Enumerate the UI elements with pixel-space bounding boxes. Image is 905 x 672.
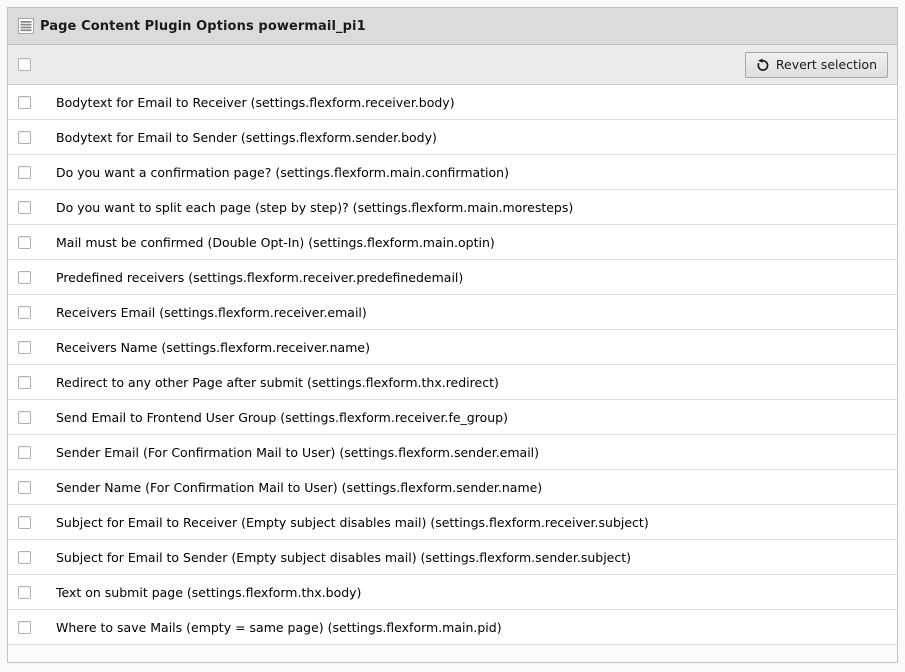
option-checkbox[interactable] [18, 446, 31, 459]
revert-selection-button[interactable] [745, 52, 888, 78]
panel-footer [8, 645, 897, 662]
undo-arrow-icon [756, 58, 770, 72]
panel-title: Page Content Plugin Options powermail_pi1 [40, 18, 366, 34]
option-row [8, 155, 897, 190]
option-checkbox[interactable] [18, 621, 31, 634]
option-label: Predefined receivers (settings.flexform.receiver.predefinedemail) [56, 269, 464, 285]
option-checkbox[interactable] [18, 586, 31, 599]
panel-header [8, 8, 897, 45]
option-label: Bodytext for Email to Sender (settings.flexform.sender.body) [56, 129, 437, 145]
option-label: Redirect to any other Page after submit (settings.flexform.thx.redirect) [56, 374, 499, 390]
option-checkbox[interactable] [18, 481, 31, 494]
plugin-options-panel [7, 7, 898, 663]
option-checkbox[interactable] [18, 376, 31, 389]
option-row [8, 85, 897, 120]
option-checkbox[interactable] [18, 411, 31, 424]
option-row [8, 400, 897, 435]
option-label: Send Email to Frontend User Group (settings.flexform.receiver.fe_group) [56, 409, 508, 425]
option-row [8, 365, 897, 400]
option-label: Subject for Email to Receiver (Empty subject disables mail) (settings.flexform.receiver.subject) [56, 514, 649, 530]
option-label: Text on submit page (settings.flexform.thx.body) [56, 584, 362, 600]
option-checkbox[interactable] [18, 516, 31, 529]
option-label: Receivers Email (settings.flexform.receiver.email) [56, 304, 367, 320]
option-label: Sender Name (For Confirmation Mail to User) (settings.flexform.sender.name) [56, 479, 543, 495]
option-checkbox[interactable] [18, 96, 31, 109]
option-checkbox[interactable] [18, 551, 31, 564]
option-row [8, 470, 897, 505]
options-list [8, 85, 897, 645]
option-row [8, 190, 897, 225]
option-label: Subject for Email to Sender (Empty subject disables mail) (settings.flexform.sender.subject) [56, 549, 632, 565]
option-label: Sender Email (For Confirmation Mail to User) (settings.flexform.sender.email) [56, 444, 540, 460]
option-row [8, 505, 897, 540]
option-label: Do you want to split each page (step by step)? (settings.flexform.main.moresteps) [56, 199, 574, 215]
option-checkbox[interactable] [18, 131, 31, 144]
select-all-checkbox[interactable] [18, 58, 31, 71]
option-row [8, 610, 897, 645]
content-element-icon [18, 18, 34, 34]
revert-selection-label: Revert selection [775, 57, 877, 72]
option-checkbox[interactable] [18, 201, 31, 214]
option-label: Bodytext for Email to Receiver (settings.flexform.receiver.body) [56, 94, 455, 110]
option-label: Do you want a confirmation page? (settings.flexform.main.confirmation) [56, 164, 509, 180]
option-checkbox[interactable] [18, 271, 31, 284]
option-row [8, 330, 897, 365]
option-label: Mail must be confirmed (Double Opt-In) (settings.flexform.main.optin) [56, 234, 495, 250]
selection-toolbar [8, 45, 897, 85]
option-row [8, 575, 897, 610]
option-row [8, 120, 897, 155]
option-row [8, 540, 897, 575]
option-checkbox[interactable] [18, 341, 31, 354]
option-checkbox[interactable] [18, 306, 31, 319]
option-label: Where to save Mails (empty = same page) (settings.flexform.main.pid) [56, 619, 502, 635]
option-row [8, 295, 897, 330]
option-label: Receivers Name (settings.flexform.receiver.name) [56, 339, 370, 355]
option-checkbox[interactable] [18, 166, 31, 179]
option-row [8, 260, 897, 295]
option-checkbox[interactable] [18, 236, 31, 249]
option-row [8, 435, 897, 470]
option-row [8, 225, 897, 260]
